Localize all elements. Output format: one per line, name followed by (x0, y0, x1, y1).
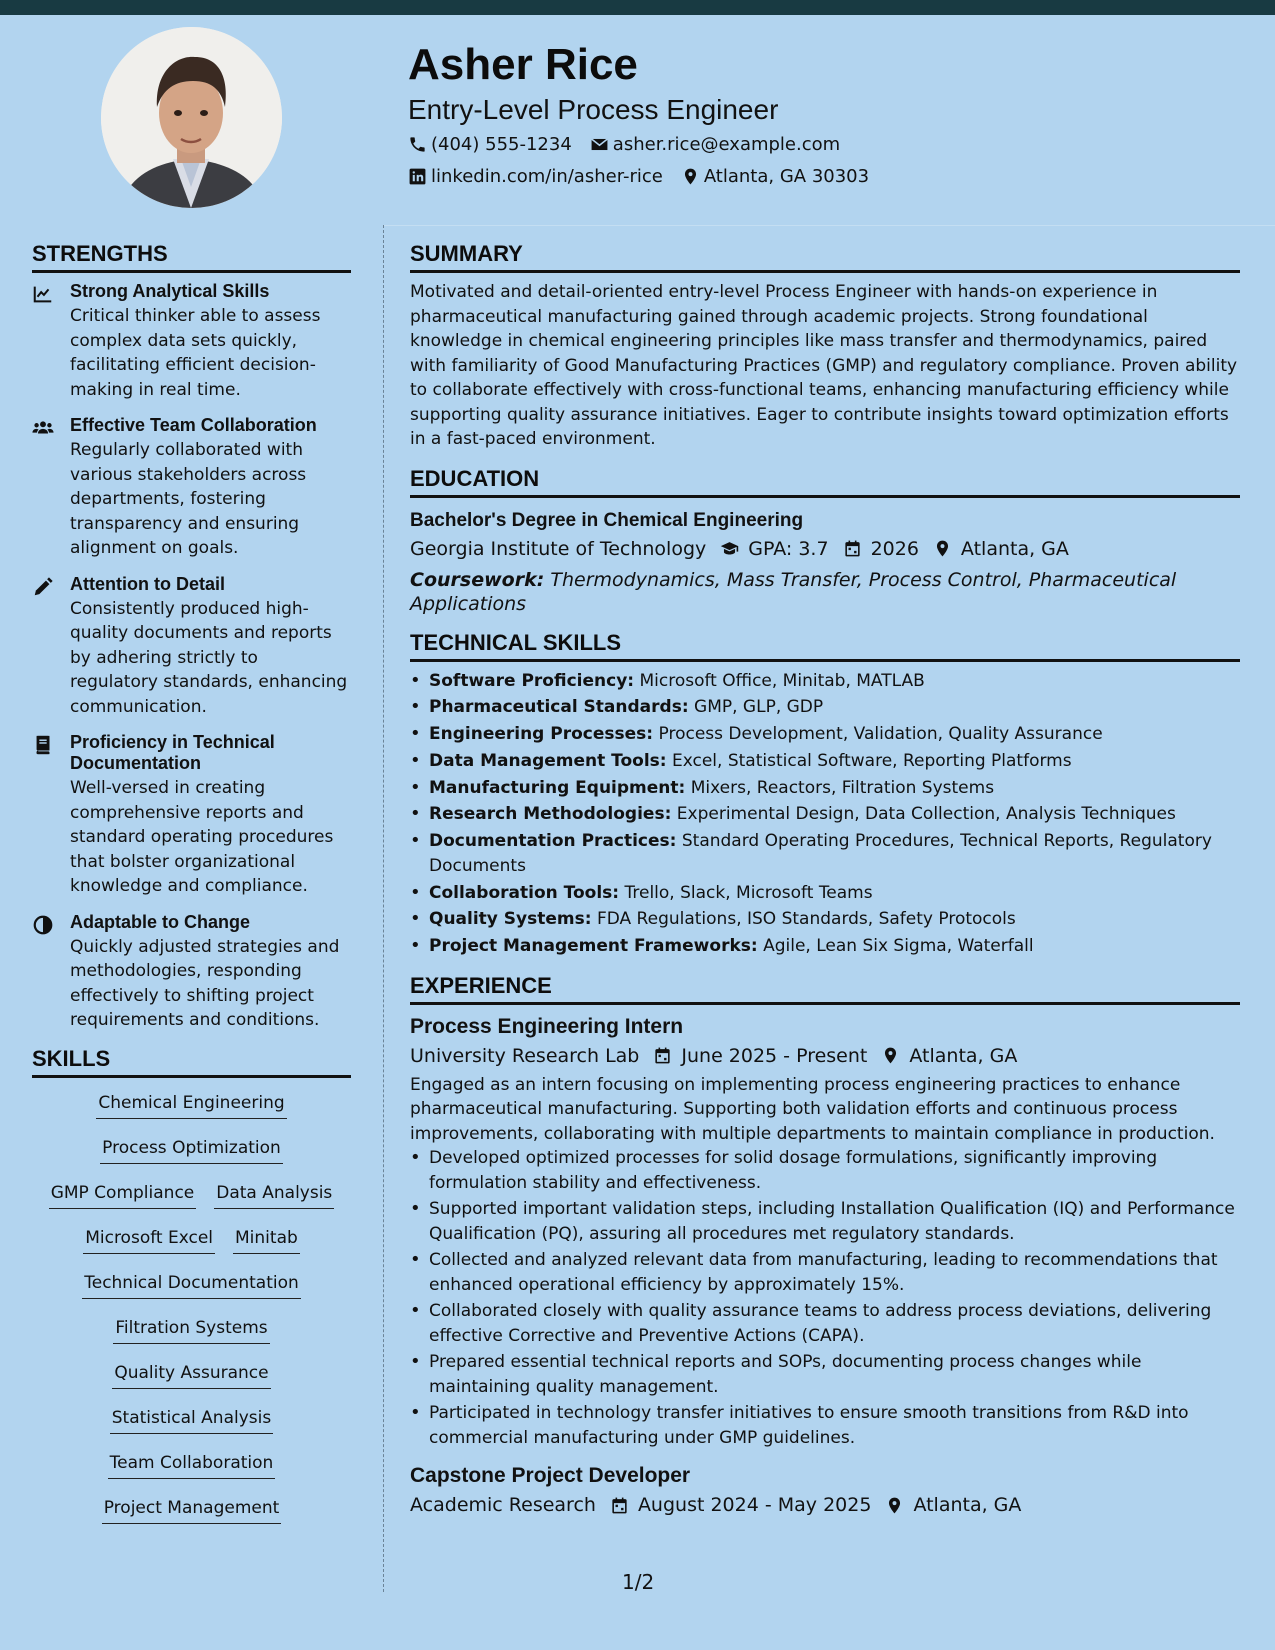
email-text[interactable]: asher.rice@example.com (612, 134, 841, 155)
experience-section (410, 973, 1240, 1517)
list-item: • Pharmaceutical Standards: GMP, GLP, GDP (410, 695, 1240, 720)
map-pin-icon (885, 1496, 904, 1515)
job-meta (410, 1494, 1240, 1516)
phone-contact (408, 134, 572, 155)
coursework-text: Thermodynamics, Mass Transfer, Process Control, Pharmaceutical Applications (410, 568, 1177, 615)
school-name: Georgia Institute of Technology (410, 537, 707, 560)
skill-tag: Chemical Engineering (96, 1090, 286, 1119)
users-icon (32, 417, 54, 439)
skill-row (32, 1495, 351, 1540)
strength-desc: Consistently produced high-quality documents and reports by adhering strictly to regulatory standards, enhancing communication. (70, 598, 348, 717)
map-pin-icon (881, 1046, 900, 1065)
year-text: 2026 (870, 537, 919, 560)
phone-text: (404) 555-1234 (431, 134, 572, 155)
list-item: • Manufacturing Equipment: Mixers, Reactors, Filtration Systems (410, 776, 1240, 801)
coursework (410, 568, 1240, 616)
linkedin-icon (408, 167, 427, 186)
strength-title: Attention to Detail (70, 573, 225, 594)
job-bullets (410, 1146, 1240, 1450)
location-text: Atlanta, GA 30303 (703, 166, 870, 187)
summary-title: SUMMARY (410, 241, 1240, 273)
list-item: • Software Proficiency: Microsoft Office, Minitab, MATLAB (410, 669, 1240, 694)
list-item: • Project Management Frameworks: Agile, Lean Six Sigma, Waterfall (410, 934, 1240, 959)
calendar-icon (610, 1496, 629, 1515)
technical-skills-title: TECHNICAL SKILLS (410, 630, 1240, 662)
job-description: Engaged as an intern focusing on implementing process engineering practices to enhance pharmaceutical manufacturing. Supporting both validation efforts and continuous process improvements, collaborating with multiple departments to maintain compliance in production. (410, 1074, 1215, 1144)
job-dates-item (610, 1494, 872, 1516)
job-title: Capstone Project Developer (410, 1464, 691, 1488)
summary-text: Motivated and detail-oriented entry-level Process Engineer with hands-on experience in pharmaceutical manufacturing gained through academic projects. Strong foundational knowledge in chemical engineering principles like mass transfer and thermodynamics, paired with familiarity of Good Manufacturing Practices (GMP) and regulatory compliance. Proven ability to collaborate effectively with cross-functional teams, enhancing manufacturing efficiency while supporting quality assurance initiatives. Eager to contribute insights toward optimization efforts in a fast-paced environment. (410, 282, 1238, 449)
job-dates: August 2024 - May 2025 (637, 1494, 872, 1517)
strength-desc: Regularly collaborated with various stakeholders across departments, fostering transparency and ensuring alignment on goals. (70, 440, 307, 558)
skill-tag: Project Management (102, 1495, 282, 1524)
skill-row (32, 1405, 351, 1450)
strength-title: Proficiency in Technical Documentation (70, 732, 275, 773)
profile-photo (101, 27, 282, 208)
calendar-icon (843, 539, 862, 558)
job-location: Atlanta, GA (913, 1494, 1022, 1517)
education-section (410, 466, 1240, 616)
list-item: • Collaborated closely with quality assurance teams to address process deviations, delivering effective Corrective and Preventive Actions (CAPA). (410, 1299, 1240, 1348)
candidate-headline: Entry-Level Process Engineer (408, 94, 779, 125)
skill-row (32, 1090, 351, 1135)
linkedin-contact[interactable] (408, 166, 663, 187)
skill-tag: Process Optimization (100, 1135, 283, 1164)
column-divider (383, 225, 384, 1592)
experience-title: EXPERIENCE (410, 973, 1240, 1005)
strength-item (32, 281, 351, 402)
coursework-label: Coursework: (410, 568, 545, 591)
list-item: • Data Management Tools: Excel, Statistical Software, Reporting Platforms (410, 749, 1240, 774)
list-item: • Quality Systems: FDA Regulations, ISO Standards, Safety Protocols (410, 907, 1240, 932)
envelope-icon (590, 135, 609, 154)
edu-location-item (933, 538, 1069, 560)
book-icon (32, 734, 54, 756)
candidate-name: Asher Rice (408, 40, 638, 89)
strength-item (32, 574, 351, 720)
header-rule (384, 225, 1275, 226)
calendar-icon (653, 1046, 672, 1065)
gpa-text: GPA: 3.7 (748, 537, 829, 560)
strength-desc: Well-versed in creating comprehensive reports and standard operating procedures that bolster organizational knowledge and compliance. (70, 778, 334, 896)
job-org: University Research Lab (410, 1044, 640, 1067)
job-dates-item (653, 1045, 867, 1067)
pencil-icon (32, 576, 54, 598)
skill-tag: Team Collaboration (108, 1450, 276, 1479)
list-item: • Collected and analyzed relevant data from manufacturing, leading to recommendations that enhanced operational efficiency by approximately 15%. (410, 1248, 1240, 1297)
strength-item (32, 415, 351, 561)
list-item: • Research Methodologies: Experimental Design, Data Collection, Analysis Techniques (410, 802, 1240, 827)
skill-tag: Quality Assurance (112, 1360, 270, 1389)
gpa-item (720, 538, 828, 560)
job-location-item (881, 1045, 1017, 1067)
strength-desc: Quickly adjusted strategies and methodologies, responding effectively to shifting project requirements and conditions. (70, 936, 340, 1030)
list-item: • Participated in technology transfer initiatives to ensure smooth transitions from R&D into commercial manufacturing under GMP guidelines. (410, 1401, 1240, 1450)
left-column (32, 241, 351, 1540)
skill-tag: Minitab (233, 1225, 300, 1254)
job-org: Academic Research (410, 1494, 596, 1517)
location-contact (681, 166, 869, 187)
job-title: Process Engineering Intern (410, 1014, 684, 1038)
skill-row (32, 1180, 351, 1225)
graduation-cap-icon (720, 539, 739, 558)
strength-item (32, 732, 351, 899)
technical-skills-list (410, 669, 1240, 959)
strength-title: Adaptable to Change (70, 911, 251, 932)
page-number: 1/2 (622, 1570, 655, 1594)
technical-skills-section (410, 630, 1240, 959)
top-bar (0, 0, 1275, 15)
list-item: • Collaboration Tools: Trello, Slack, Microsoft Teams (410, 881, 1240, 906)
skill-row (32, 1270, 351, 1315)
map-pin-icon (681, 167, 700, 186)
skill-tag: Statistical Analysis (110, 1405, 273, 1434)
chart-line-icon (32, 283, 54, 305)
half-circle-icon (32, 914, 54, 936)
skill-tag: Technical Documentation (82, 1270, 301, 1299)
linkedin-text[interactable]: linkedin.com/in/asher-rice (431, 166, 663, 187)
email-contact[interactable] (590, 134, 840, 155)
strengths-section (32, 241, 351, 1033)
edu-location-text: Atlanta, GA (960, 537, 1069, 560)
strength-title: Strong Analytical Skills (70, 281, 270, 301)
map-pin-icon (933, 539, 952, 558)
skill-row (32, 1450, 351, 1495)
skill-tag: GMP Compliance (49, 1180, 197, 1209)
job-meta (410, 1045, 1240, 1067)
strength-desc: Critical thinker able to assess complex data sets quickly, facilitating efficient decision-making in real time. (70, 306, 321, 400)
skill-row (32, 1135, 351, 1180)
strength-item (32, 912, 351, 1033)
list-item: • Engineering Processes: Process Development, Validation, Quality Assurance (410, 722, 1240, 747)
degree-title: Bachelor's Degree in Chemical Engineering (410, 509, 804, 531)
summary-section (410, 241, 1240, 452)
contact-row-1 (408, 134, 858, 155)
education-title: EDUCATION (410, 466, 1240, 498)
skills-title: SKILLS (32, 1046, 351, 1078)
skill-tag: Microsoft Excel (83, 1225, 215, 1254)
skill-row (32, 1315, 351, 1360)
education-meta (410, 538, 1240, 560)
list-item: • Documentation Practices: Standard Operating Procedures, Technical Reports, Regulatory Documents (410, 829, 1240, 878)
skill-row (32, 1225, 351, 1270)
job-location: Atlanta, GA (909, 1044, 1018, 1067)
contact-row-2 (408, 166, 887, 187)
list-item: • Prepared essential technical reports and SOPs, documenting process changes while maintaining quality management. (410, 1350, 1240, 1399)
right-column (410, 241, 1240, 1530)
job-location-item (885, 1494, 1021, 1516)
job-dates: June 2025 - Present (681, 1044, 868, 1067)
skills-section (32, 1046, 351, 1540)
list-item: • Developed optimized processes for solid dosage formulations, significantly improving formulation stability and effectiveness. (410, 1146, 1240, 1195)
skill-row (32, 1360, 351, 1405)
list-item: • Supported important validation steps, including Installation Qualification (IQ) and Performance Qualification (PQ), assuring all procedures met regulatory standards. (410, 1197, 1240, 1246)
strength-title: Effective Team Collaboration (70, 415, 317, 435)
strengths-title: STRENGTHS (32, 241, 351, 273)
phone-icon (408, 135, 427, 154)
skill-tag: Data Analysis (214, 1180, 334, 1209)
year-item (843, 538, 919, 560)
skill-tag: Filtration Systems (113, 1315, 269, 1344)
